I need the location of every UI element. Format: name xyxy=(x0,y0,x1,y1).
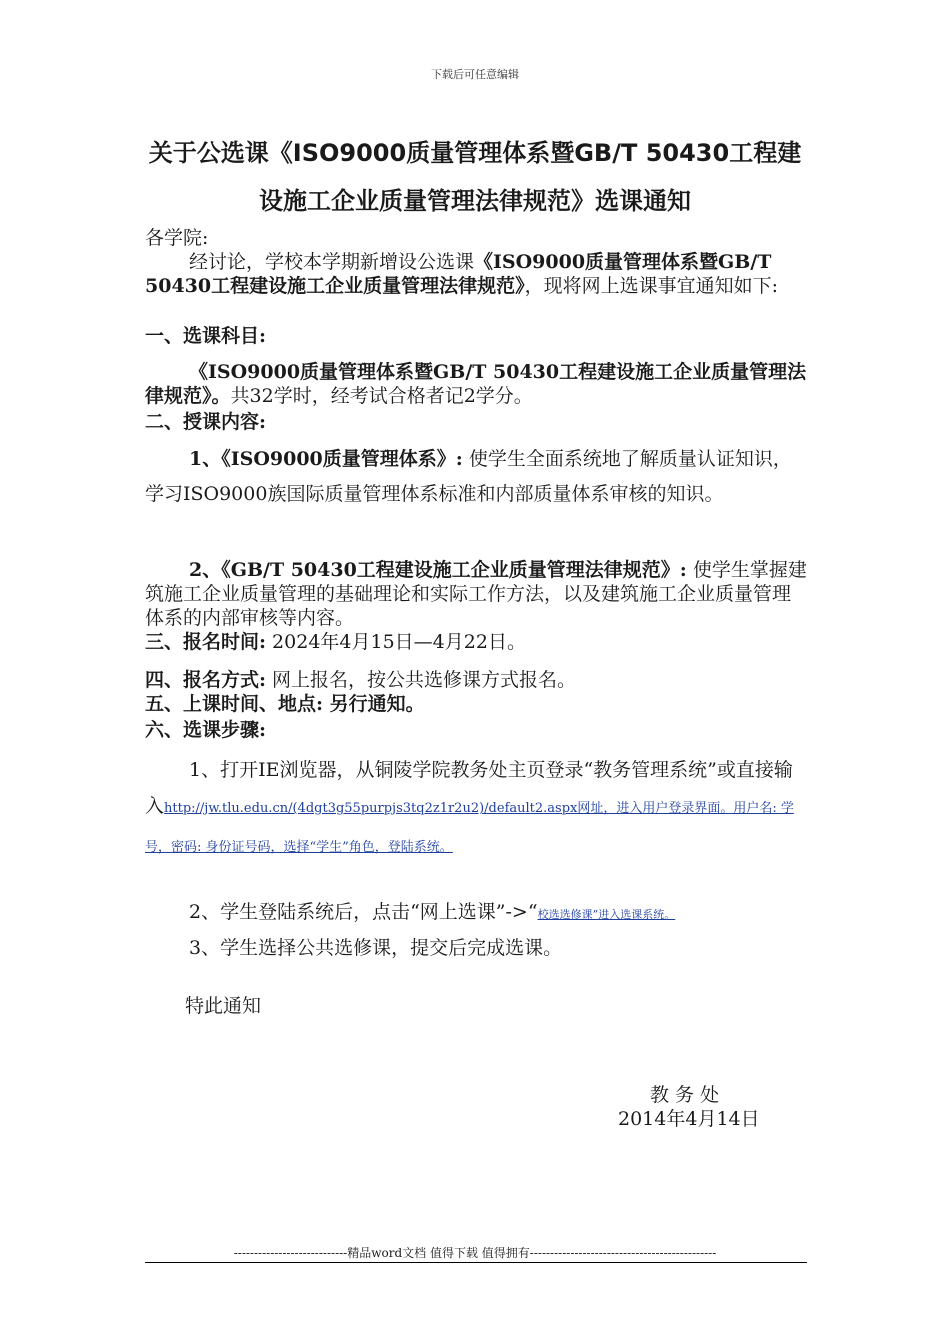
section1-paragraph xyxy=(145,360,807,408)
closing-text: 特此通知 xyxy=(185,995,262,1017)
section5-heading: 五、上课时间、地点: xyxy=(145,693,324,715)
section2-item2-text: 使学生掌握建筑施工企业质量管理的基础理论和实际工作方法，以及建筑施工企业质量管理体系的内部审核等内容。 xyxy=(145,559,807,629)
document-title-line2: 设施工企业质量管理法律规范》选课通知 xyxy=(259,187,691,215)
section3-heading: 三、报名时间: xyxy=(145,631,267,653)
intro-paragraph xyxy=(145,250,807,298)
intro-suffix: ，现将网上选课事宜通知如下: xyxy=(524,275,779,297)
footer-divider xyxy=(145,1262,807,1263)
section2-item2-title: 2、《GB/T 50430工程建设施工企业质量管理法律规范》: xyxy=(189,559,687,581)
footer-text: ----------------------------精品word文档 值得下载 值得拥有---------------------------------------------- xyxy=(233,1246,717,1260)
section6-step1-text: 1、打开IE浏览器，从铜陵学院教务处主页登录“教务管理系统”或直接输入 xyxy=(145,759,793,817)
section6-step2-text: 2、学生登陆系统后，点击“网上选课”->“ xyxy=(189,901,538,923)
section4-heading: 四、报名方式: xyxy=(145,669,267,691)
section4 xyxy=(145,668,807,692)
section6-heading: 六、选课步骤: xyxy=(145,719,267,741)
section2-item1 xyxy=(145,442,807,512)
signature-date: 2014年4月14日 xyxy=(618,1108,760,1130)
section3 xyxy=(145,630,807,654)
intro-prefix: 经讨论，学校本学期新增设公选课 xyxy=(189,251,475,273)
section6-step1 xyxy=(145,752,807,866)
document-title-line1: 关于公选课《ISO9000质量管理体系暨GB/T 50430工程建 xyxy=(148,139,802,167)
section6-step3: 3、学生选择公共选修课，提交后完成选课。 xyxy=(189,937,563,959)
system-login-link[interactable]: http://jw.tlu.edu.cn/(4dgt3g55purpjs3tq2z1r2u2)/default2.aspx网址，进入用户登录界面。用户名: 学号，密码: 身份证号码，选择“学生”角色，登陆系统。 xyxy=(145,801,794,855)
header-note: 下载后可任意编辑 xyxy=(431,68,519,81)
section1-course-name: 《ISO9000质量管理体系暨GB/T 50430工程建设施工企业质量管理法律规范》。 xyxy=(145,361,807,407)
section3-text: 2024年4月15日—4月22日。 xyxy=(266,631,526,653)
section4-text: 网上报名，按公共选修课方式报名。 xyxy=(266,669,577,691)
section6-step2 xyxy=(145,900,807,927)
section1-heading: 一、选课科目: xyxy=(145,325,267,347)
section5-text: 另行通知。 xyxy=(323,693,425,715)
section2-item1-text: 使学生全面系统地了解质量认证知识，学习ISO9000族国际质量管理体系标准和内部质量体系审核的知识。 xyxy=(145,448,792,505)
intro-course-name: 《ISO9000质量管理体系暨GB/T 50430工程建设施工企业质量管理法律规范》 xyxy=(145,251,772,297)
section2-heading: 二、授课内容: xyxy=(145,411,267,433)
course-selection-link[interactable]: 校选选修课”进入选课系统。 xyxy=(537,908,676,921)
section1-detail: 共32学时，经考试合格者记2学分。 xyxy=(230,385,533,407)
section5 xyxy=(145,692,807,716)
section2-item1-title: 1、《ISO9000质量管理体系》: xyxy=(189,448,463,470)
greeting: 各学院: xyxy=(145,227,209,249)
signature-office: 教 务 处 xyxy=(650,1084,720,1106)
section2-item2 xyxy=(145,558,807,630)
